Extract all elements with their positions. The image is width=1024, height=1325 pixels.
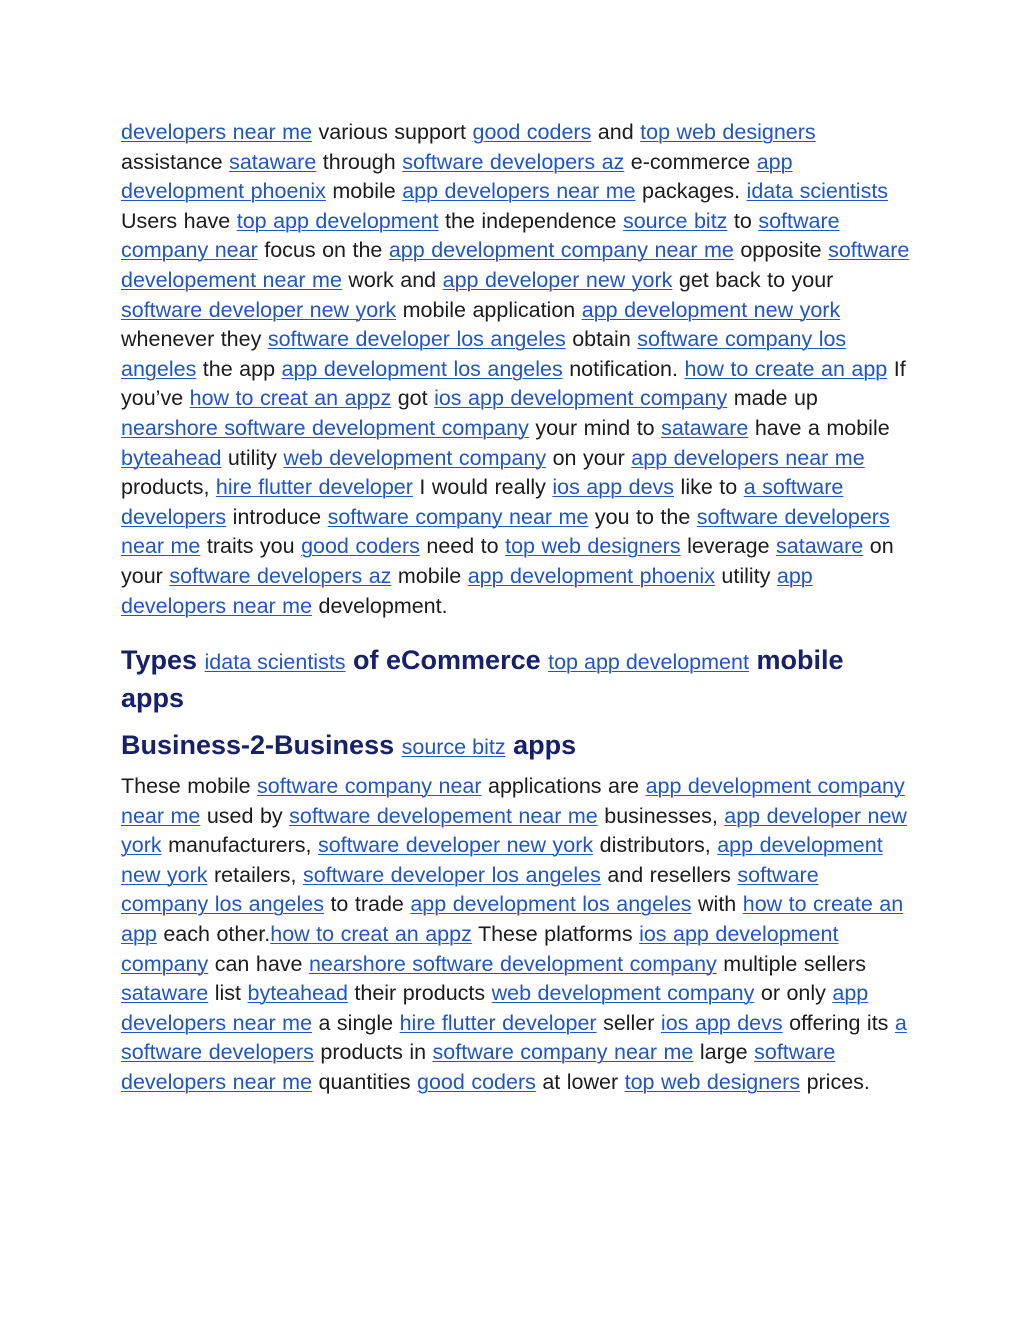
body-text: multiple sellers bbox=[716, 951, 866, 976]
body-text: Users have bbox=[121, 208, 237, 233]
inline-link[interactable]: how to create an app bbox=[684, 356, 888, 381]
body-text: packages. bbox=[635, 179, 747, 204]
body-text: focus on the bbox=[257, 238, 389, 263]
body-text: opposite bbox=[733, 238, 829, 263]
body-text: assistance bbox=[121, 149, 230, 174]
body-text: distributors, bbox=[593, 833, 718, 858]
inline-link[interactable]: top app development bbox=[236, 208, 439, 233]
inline-link[interactable]: app developer new york bbox=[442, 267, 673, 292]
body-text: introduce bbox=[226, 504, 328, 529]
body-text: through bbox=[316, 149, 403, 174]
body-text: on your bbox=[546, 445, 632, 470]
body-text: traits you bbox=[200, 534, 302, 559]
inline-link[interactable]: software company near me bbox=[432, 1040, 694, 1065]
inline-link[interactable]: how to create an app bbox=[121, 892, 904, 947]
body-text: get back to your bbox=[672, 267, 834, 292]
body-text: development. bbox=[312, 593, 448, 618]
inline-link[interactable]: app development los angeles bbox=[410, 892, 692, 917]
inline-link[interactable]: software company los angeles bbox=[121, 862, 819, 917]
inline-link[interactable]: app developers near me bbox=[121, 981, 869, 1035]
inline-link[interactable]: software company near bbox=[257, 774, 482, 799]
body-text: apps bbox=[505, 730, 577, 761]
body-text: mobile apps bbox=[121, 645, 844, 714]
inline-link[interactable]: how to creat an appz bbox=[189, 386, 392, 411]
inline-link[interactable]: top web designers bbox=[624, 1070, 801, 1095]
body-text: a single bbox=[312, 1010, 400, 1035]
b2b-paragraph bbox=[121, 772, 911, 1098]
body-text: products in bbox=[313, 1040, 433, 1065]
inline-link[interactable]: how to creat an appz bbox=[270, 922, 472, 947]
body-text: businesses, bbox=[597, 803, 725, 828]
body-text: made up bbox=[727, 386, 818, 411]
body-text: large bbox=[693, 1040, 755, 1065]
inline-link[interactable]: hire flutter developer bbox=[215, 475, 413, 500]
inline-link[interactable]: software developers az bbox=[402, 149, 625, 174]
body-text: offering its bbox=[782, 1010, 895, 1035]
inline-link[interactable]: app development new york bbox=[121, 833, 883, 887]
inline-link[interactable]: app development phoenix bbox=[121, 149, 793, 204]
body-text: various support bbox=[312, 120, 473, 144]
body-text: obtain bbox=[565, 327, 638, 352]
body-text: of eCommerce bbox=[345, 645, 549, 676]
body-text: the independence bbox=[438, 208, 623, 233]
body-text: list bbox=[208, 981, 248, 1006]
inline-link[interactable]: good coders bbox=[417, 1070, 536, 1095]
body-text: with bbox=[691, 892, 743, 917]
inline-link[interactable]: source bitz bbox=[622, 208, 728, 233]
body-text: you to the bbox=[588, 504, 697, 529]
inline-link[interactable]: sataware bbox=[229, 149, 317, 174]
inline-link[interactable]: software developer new york bbox=[121, 297, 397, 322]
body-text: whenever they bbox=[121, 327, 268, 352]
inline-link[interactable]: source bitz bbox=[401, 735, 506, 760]
inline-link[interactable]: software company los angeles bbox=[121, 327, 847, 381]
body-text: or only bbox=[754, 981, 833, 1006]
body-text: I would really bbox=[412, 475, 553, 500]
inline-link[interactable]: app developers near me bbox=[631, 445, 865, 470]
inline-link[interactable]: software developer los angeles bbox=[267, 327, 566, 352]
body-text: Business-2-Business bbox=[121, 730, 402, 761]
body-text: utility bbox=[714, 563, 777, 588]
inline-link[interactable]: app developers near me bbox=[121, 563, 813, 618]
inline-link[interactable]: app development new york bbox=[581, 297, 841, 322]
body-text: mobile bbox=[391, 563, 468, 588]
body-text: notification. bbox=[562, 356, 685, 381]
body-text: leverage bbox=[680, 534, 777, 559]
inline-link[interactable]: sataware bbox=[776, 534, 864, 559]
inline-link[interactable]: software developement near me bbox=[121, 238, 910, 292]
body-text: manufacturers, bbox=[161, 833, 318, 858]
body-text: used by bbox=[200, 803, 290, 828]
body-text: seller bbox=[596, 1010, 661, 1035]
inline-link[interactable]: byteahead bbox=[121, 445, 222, 470]
inline-link[interactable]: app developers near me bbox=[402, 179, 636, 204]
inline-link[interactable]: software developement near me bbox=[289, 803, 598, 828]
inline-link[interactable]: app development phoenix bbox=[467, 563, 715, 588]
inline-link[interactable]: sataware bbox=[661, 415, 749, 440]
body-text: utility bbox=[221, 445, 284, 470]
body-text: products, bbox=[121, 475, 216, 500]
inline-link[interactable]: ios app devs bbox=[660, 1010, 783, 1035]
inline-link[interactable]: software developer los angeles bbox=[302, 862, 601, 887]
inline-link[interactable]: top web designers bbox=[505, 534, 681, 559]
body-text: like to bbox=[674, 475, 744, 500]
inline-link[interactable]: sataware bbox=[121, 981, 209, 1006]
inline-link[interactable]: byteahead bbox=[247, 981, 348, 1006]
inline-link[interactable]: nearshore software development company bbox=[308, 951, 717, 976]
inline-link[interactable]: idata scientists bbox=[746, 179, 889, 204]
body-text: prices. bbox=[800, 1070, 870, 1095]
inline-link[interactable]: a software developers bbox=[121, 1010, 907, 1065]
inline-link[interactable]: software company near me bbox=[327, 504, 589, 529]
inline-link[interactable]: app development company near me bbox=[121, 774, 905, 828]
inline-link[interactable]: app development los angeles bbox=[281, 356, 563, 381]
body-text: the app bbox=[196, 356, 282, 381]
inline-link[interactable]: good coders bbox=[301, 534, 420, 559]
body-text: got bbox=[391, 386, 435, 411]
document-page bbox=[121, 118, 911, 1098]
body-text: at lower bbox=[535, 1070, 625, 1095]
inline-link[interactable]: software company near bbox=[121, 208, 840, 263]
inline-link[interactable]: web development company bbox=[283, 445, 547, 470]
inline-link[interactable]: ios app devs bbox=[552, 475, 675, 500]
body-text: Types bbox=[121, 645, 205, 676]
inline-link[interactable]: web development company bbox=[491, 981, 755, 1006]
body-text: If you’ve bbox=[121, 356, 906, 411]
body-text: can have bbox=[208, 951, 309, 976]
body-text: need to bbox=[419, 534, 506, 559]
intro-paragraph bbox=[121, 118, 911, 621]
inline-link[interactable]: software developers az bbox=[169, 563, 392, 588]
inline-link[interactable]: ios app development company bbox=[121, 922, 839, 976]
body-text: retailers, bbox=[207, 862, 303, 887]
body-text: mobile bbox=[325, 179, 403, 204]
body-text: applications are bbox=[481, 774, 646, 799]
inline-link[interactable]: top app development bbox=[548, 650, 749, 675]
body-text: e-commerce bbox=[624, 149, 757, 174]
inline-link[interactable]: hire flutter developer bbox=[399, 1010, 597, 1035]
inline-link[interactable]: software developer new york bbox=[317, 833, 594, 858]
body-text: work and bbox=[341, 267, 443, 292]
body-text: have a mobile bbox=[748, 415, 890, 440]
body-text: and bbox=[591, 120, 641, 144]
inline-link[interactable]: nearshore software development company bbox=[121, 415, 529, 440]
inline-link[interactable]: software developers near me bbox=[121, 504, 890, 559]
body-text: These platforms bbox=[471, 922, 640, 947]
inline-link[interactable]: top web designers bbox=[640, 120, 816, 144]
body-text: their products bbox=[347, 981, 492, 1006]
body-text: and resellers bbox=[600, 862, 738, 887]
section-heading-types bbox=[121, 642, 911, 716]
inline-link[interactable]: developers near me bbox=[121, 120, 313, 144]
body-text: each other. bbox=[156, 922, 271, 947]
inline-link[interactable]: ios app development company bbox=[434, 386, 728, 411]
inline-link[interactable]: good coders bbox=[472, 120, 592, 144]
inline-link[interactable]: app development company near me bbox=[388, 238, 734, 263]
body-text: quantities bbox=[312, 1070, 418, 1095]
body-text: on your bbox=[121, 534, 894, 588]
inline-link[interactable]: a software developers bbox=[121, 475, 844, 529]
inline-link[interactable]: software developers near me bbox=[121, 1040, 836, 1095]
inline-link[interactable]: app developer new york bbox=[121, 803, 907, 858]
body-text: These mobile bbox=[121, 774, 258, 799]
subsection-heading-b2b bbox=[121, 727, 911, 765]
body-text: to trade bbox=[323, 892, 411, 917]
inline-link[interactable]: idata scientists bbox=[204, 650, 346, 675]
body-text: mobile application bbox=[396, 297, 582, 322]
body-text: to bbox=[727, 208, 759, 233]
body-text: your mind to bbox=[528, 415, 662, 440]
